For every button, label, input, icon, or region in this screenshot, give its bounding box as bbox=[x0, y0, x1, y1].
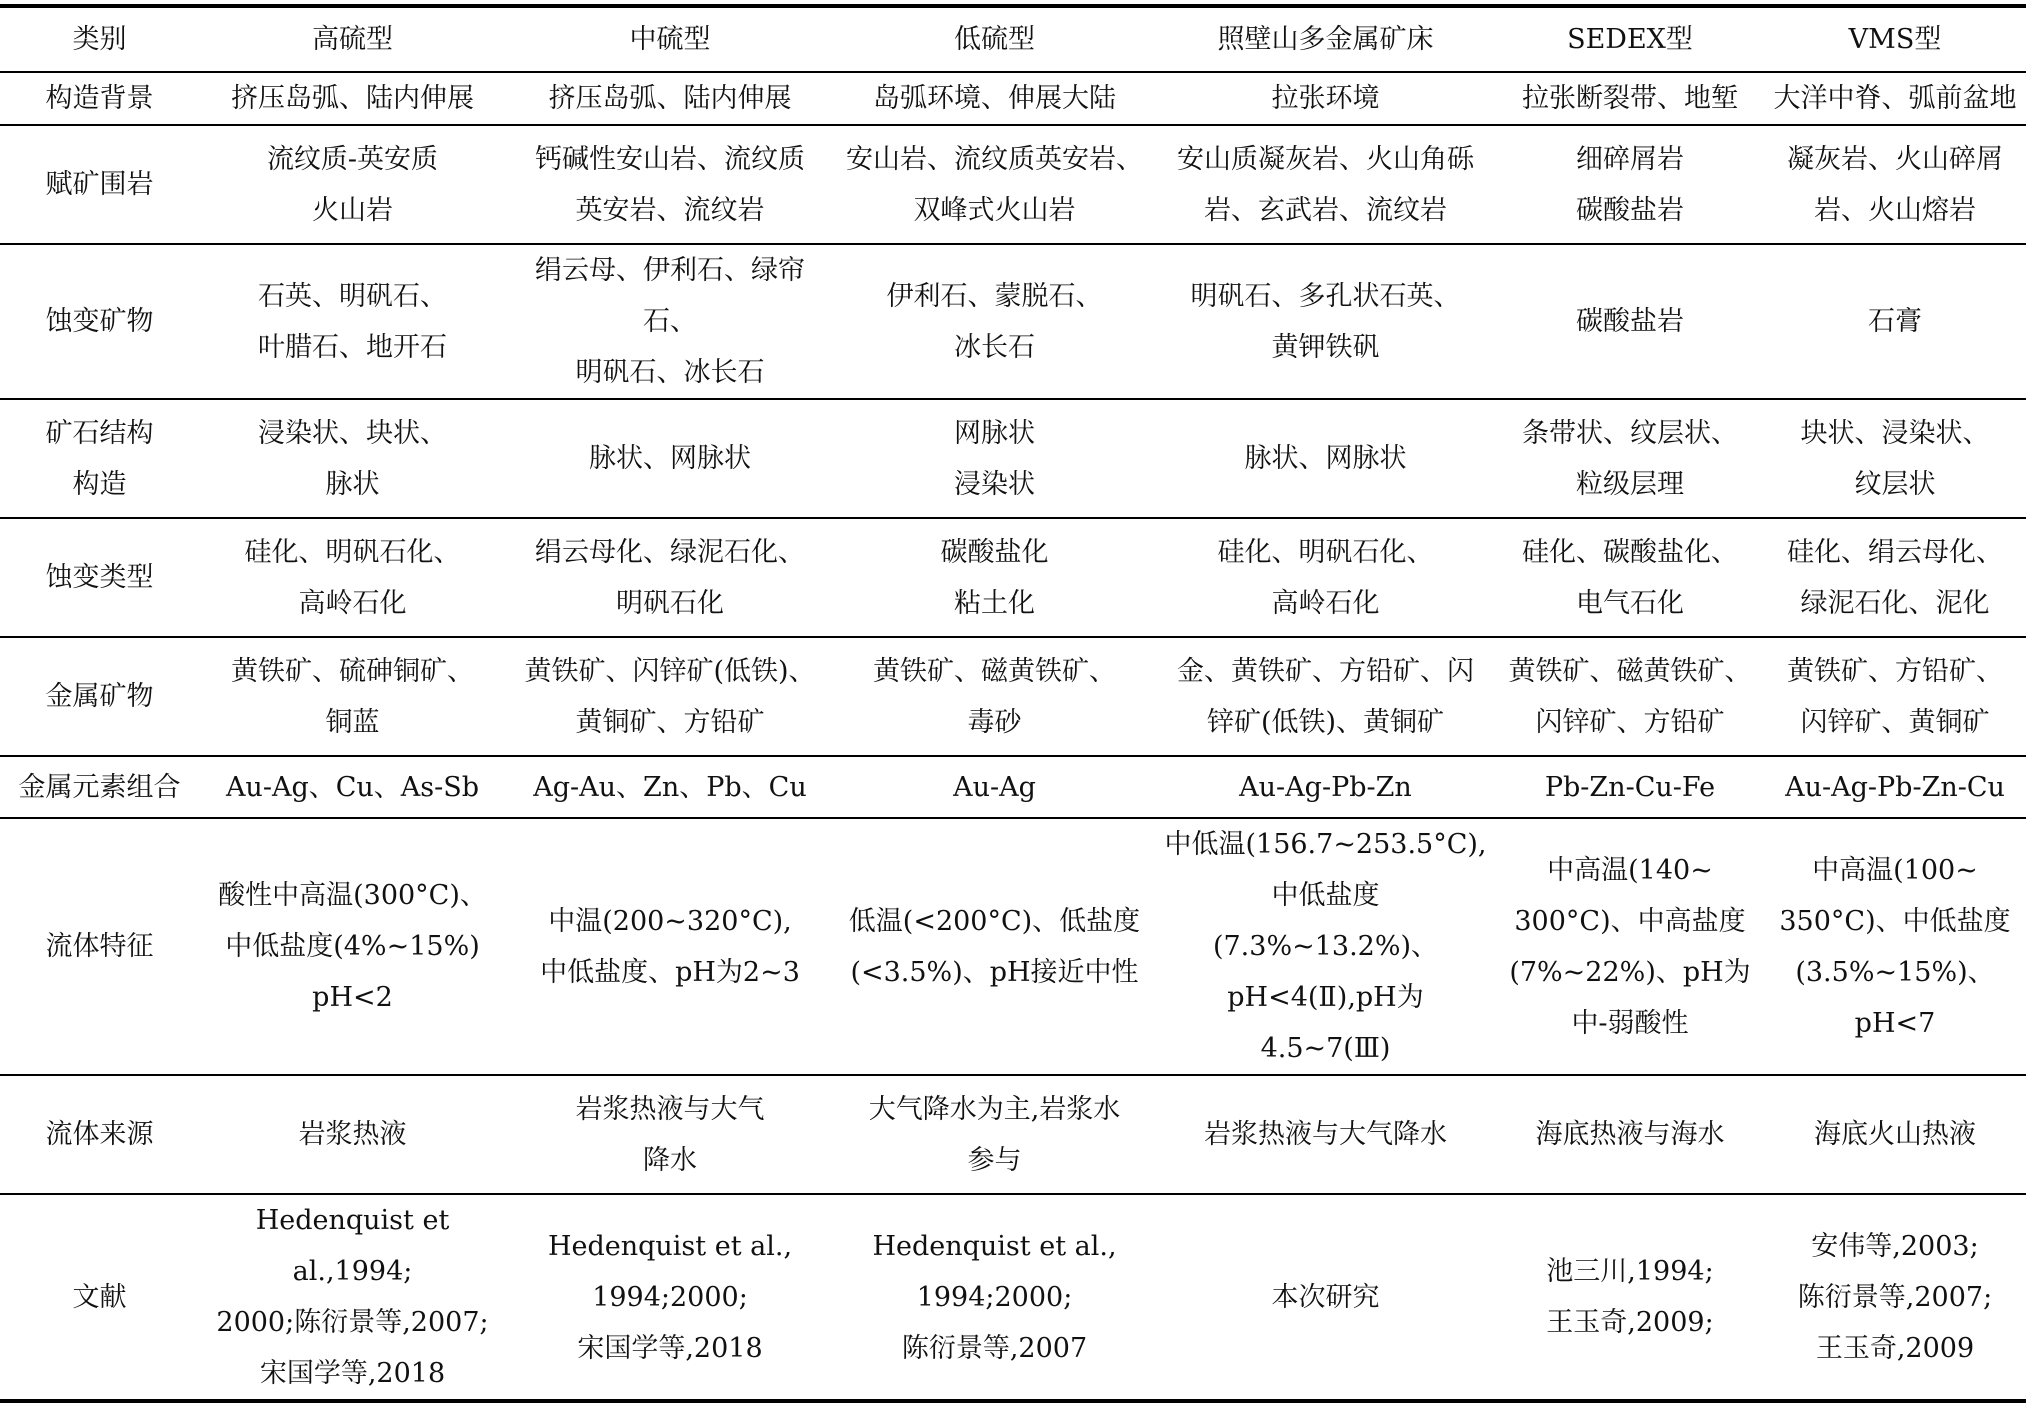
table-cell: 安伟等,2003; 陈衍景等,2007; 王玉奇,2009 bbox=[1764, 1194, 2026, 1401]
table-cell: Ag-Au、Zn、Pb、Cu bbox=[506, 756, 834, 818]
table-cell: 碳酸盐化 粘土化 bbox=[834, 518, 1155, 637]
table-cell: 安山岩、流纹质英安岩、 双峰式火山岩 bbox=[834, 125, 1155, 244]
table-cell: 安山质凝灰岩、火山角砾 岩、玄武岩、流纹岩 bbox=[1155, 125, 1496, 244]
table-cell: 挤压岛弧、陆内伸展 bbox=[199, 72, 506, 125]
table-cell: Au-Ag-Pb-Zn bbox=[1155, 756, 1496, 818]
header-low-sulfidation: 低硫型 bbox=[834, 6, 1155, 72]
table-cell: 低温(<200°C)、低盐度 (<3.5%)、pH接近中性 bbox=[834, 818, 1155, 1075]
row-label: 文献 bbox=[0, 1194, 199, 1401]
row-label: 蚀变矿物 bbox=[0, 244, 199, 399]
table-cell: 脉状、网脉状 bbox=[506, 399, 834, 518]
row-label: 流体特征 bbox=[0, 818, 199, 1075]
table-cell: 伊利石、蒙脱石、 冰长石 bbox=[834, 244, 1155, 399]
row-label: 构造背景 bbox=[0, 72, 199, 125]
deposit-comparison-table bbox=[0, 4, 2026, 1403]
table-cell: 钙碱性安山岩、流纹质 英安岩、流纹岩 bbox=[506, 125, 834, 244]
table-cell: 岩浆热液 bbox=[199, 1075, 506, 1194]
table-row bbox=[0, 244, 2026, 399]
table-cell: 金、黄铁矿、方铅矿、闪 锌矿(低铁)、黄铜矿 bbox=[1155, 637, 1496, 756]
header-category: 类别 bbox=[0, 6, 199, 72]
table-cell: 黄铁矿、硫砷铜矿、 铜蓝 bbox=[199, 637, 506, 756]
table-cell: Au-Ag bbox=[834, 756, 1155, 818]
table-cell: Hedenquist et al., 1994;2000; 宋国学等,2018 bbox=[506, 1194, 834, 1401]
table-row bbox=[0, 756, 2026, 818]
table-cell: 岩浆热液与大气 降水 bbox=[506, 1075, 834, 1194]
table-cell: 中高温(140~ 300°C)、中高盐度 (7%~22%)、pH为 中-弱酸性 bbox=[1496, 818, 1764, 1075]
table-cell: 碳酸盐岩 bbox=[1496, 244, 1764, 399]
table-cell: 挤压岛弧、陆内伸展 bbox=[506, 72, 834, 125]
table-cell: 大洋中脊、弧前盆地 bbox=[1764, 72, 2026, 125]
table-cell: 酸性中高温(300°C)、 中低盐度(4%~15%) pH<2 bbox=[199, 818, 506, 1075]
header-high-sulfidation: 高硫型 bbox=[199, 6, 506, 72]
row-label: 蚀变类型 bbox=[0, 518, 199, 637]
table-cell: 硅化、绢云母化、 绿泥石化、泥化 bbox=[1764, 518, 2026, 637]
table-cell: Hedenquist et al., 1994;2000; 陈衍景等,2007 bbox=[834, 1194, 1155, 1401]
table-cell: 浸染状、块状、 脉状 bbox=[199, 399, 506, 518]
row-label: 流体来源 bbox=[0, 1075, 199, 1194]
table-cell: 中高温(100~ 350°C)、中低盐度 (3.5%~15%)、 pH<7 bbox=[1764, 818, 2026, 1075]
table-cell: 绢云母化、绿泥石化、 明矾石化 bbox=[506, 518, 834, 637]
row-label: 金属元素组合 bbox=[0, 756, 199, 818]
table-row bbox=[0, 1075, 2026, 1194]
table-cell: 本次研究 bbox=[1155, 1194, 1496, 1401]
table-cell: Pb-Zn-Cu-Fe bbox=[1496, 756, 1764, 818]
table-cell: 中低温(156.7~253.5°C), 中低盐度(7.3%~13.2%)、 pH<4(Ⅱ),pH为 4.5~7(Ⅲ) bbox=[1155, 818, 1496, 1075]
table-cell: 块状、浸染状、 纹层状 bbox=[1764, 399, 2026, 518]
table-cell: 流纹质-英安质 火山岩 bbox=[199, 125, 506, 244]
table-cell: Hedenquist et al.,1994; 2000;陈衍景等,2007; 宋国学等,2018 bbox=[199, 1194, 506, 1401]
table-cell: Au-Ag-Pb-Zn-Cu bbox=[1764, 756, 2026, 818]
table-cell: 网脉状 浸染状 bbox=[834, 399, 1155, 518]
table-row bbox=[0, 1194, 2026, 1401]
table-cell: 池三川,1994; 王玉奇,2009; bbox=[1496, 1194, 1764, 1401]
table-row bbox=[0, 125, 2026, 244]
table-cell: 岩浆热液与大气降水 bbox=[1155, 1075, 1496, 1194]
header-intermediate-sulfidation: 中硫型 bbox=[506, 6, 834, 72]
table-cell: 硅化、明矾石化、 高岭石化 bbox=[1155, 518, 1496, 637]
header-sedex: SEDEX型 bbox=[1496, 6, 1764, 72]
table-cell: 石英、明矾石、 叶腊石、地开石 bbox=[199, 244, 506, 399]
table-cell: 硅化、碳酸盐化、 电气石化 bbox=[1496, 518, 1764, 637]
table-cell: 海底火山热液 bbox=[1764, 1075, 2026, 1194]
table-cell: 明矾石、多孔状石英、 黄钾铁矾 bbox=[1155, 244, 1496, 399]
header-zhaobishan-deposit: 照壁山多金属矿床 bbox=[1155, 6, 1496, 72]
row-label: 矿石结构 构造 bbox=[0, 399, 199, 518]
table-cell: 中温(200~320°C), 中低盐度、pH为2~3 bbox=[506, 818, 834, 1075]
table-row bbox=[0, 72, 2026, 125]
table-row bbox=[0, 518, 2026, 637]
header-row bbox=[0, 6, 2026, 72]
table-row bbox=[0, 637, 2026, 756]
table-cell: 拉张断裂带、地堑 bbox=[1496, 72, 1764, 125]
row-label: 金属矿物 bbox=[0, 637, 199, 756]
table-cell: 岛弧环境、伸展大陆 bbox=[834, 72, 1155, 125]
table-cell: 黄铁矿、磁黄铁矿、 毒砂 bbox=[834, 637, 1155, 756]
header-vms: VMS型 bbox=[1764, 6, 2026, 72]
table-cell: 黄铁矿、磁黄铁矿、 闪锌矿、方铅矿 bbox=[1496, 637, 1764, 756]
table-cell: 条带状、纹层状、 粒级层理 bbox=[1496, 399, 1764, 518]
table-cell: 凝灰岩、火山碎屑 岩、火山熔岩 bbox=[1764, 125, 2026, 244]
table-cell: 绢云母、伊利石、绿帘石、 明矾石、冰长石 bbox=[506, 244, 834, 399]
table-cell: 大气降水为主,岩浆水 参与 bbox=[834, 1075, 1155, 1194]
table-cell: 黄铁矿、方铅矿、 闪锌矿、黄铜矿 bbox=[1764, 637, 2026, 756]
comparison-table-container bbox=[0, 4, 2030, 1403]
table-row bbox=[0, 818, 2026, 1075]
table-cell: 石膏 bbox=[1764, 244, 2026, 399]
table-cell: 海底热液与海水 bbox=[1496, 1075, 1764, 1194]
table-cell: 细碎屑岩 碳酸盐岩 bbox=[1496, 125, 1764, 244]
table-cell: 脉状、网脉状 bbox=[1155, 399, 1496, 518]
table-row bbox=[0, 399, 2026, 518]
table-cell: 硅化、明矾石化、 高岭石化 bbox=[199, 518, 506, 637]
table-cell: Au-Ag、Cu、As-Sb bbox=[199, 756, 506, 818]
table-cell: 拉张环境 bbox=[1155, 72, 1496, 125]
table-cell: 黄铁矿、闪锌矿(低铁)、 黄铜矿、方铅矿 bbox=[506, 637, 834, 756]
row-label: 赋矿围岩 bbox=[0, 125, 199, 244]
